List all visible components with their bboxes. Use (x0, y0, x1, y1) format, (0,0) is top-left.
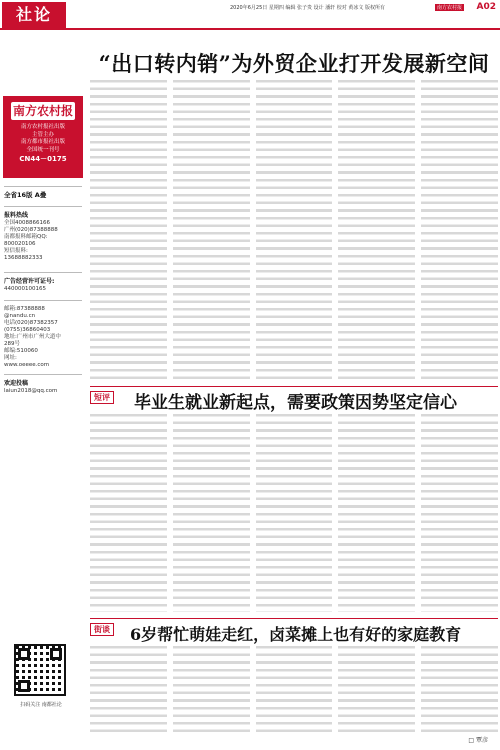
website-link[interactable]: www.oeeee.com (4, 362, 50, 368)
text-column (173, 80, 250, 380)
ad-license-number: 440000100165 (4, 286, 46, 292)
submission-block (4, 380, 84, 395)
article-title: 6岁帮忙萌娃走红，卤菜摊上也有好的家庭教育 (130, 625, 462, 644)
publisher-line: 南方农村报社出版 (20, 124, 65, 130)
text-column (421, 80, 498, 380)
contact-line: 289号 (4, 341, 20, 347)
section-band (90, 386, 498, 413)
page-number: A02 (476, 2, 496, 12)
qr-finder (50, 648, 62, 660)
issn-label: 全国统一刊号 (26, 146, 60, 153)
article-body (90, 80, 498, 380)
article-tag: 街谈 (90, 623, 114, 636)
ad-license-block (4, 278, 84, 293)
contact-line: 邮编:510060 (4, 348, 38, 354)
contact-line: 网址: (4, 355, 17, 361)
text-column (421, 646, 498, 736)
article-body (90, 414, 498, 612)
article-tag: 短评 (90, 391, 114, 404)
contact-line: 地址:广州市广州大道中 (4, 334, 61, 340)
contact-line: 电话(020)87382357 (4, 320, 58, 326)
edition-tag: 南方农村报 (436, 5, 462, 11)
page-header (0, 0, 500, 30)
text-column (338, 414, 415, 612)
submission-title: 欢迎投稿 (4, 380, 29, 387)
text-column (173, 646, 250, 736)
text-column (90, 414, 167, 612)
divider (4, 300, 82, 301)
hotline-line: 短信报料: (4, 248, 28, 254)
ad-license-title: 广告经营许可证号: (4, 278, 55, 285)
qr-code[interactable] (14, 644, 66, 696)
section-label: 社论 (2, 2, 66, 28)
author-signature: □ 覃彦 (468, 737, 488, 744)
hotline-line: 南都报料邮箱QQ: (4, 234, 48, 240)
hotline-line: 全国4008866166 (4, 220, 50, 226)
qr-finder (18, 648, 30, 660)
submission-email[interactable]: laiun2018@qq.com (4, 388, 58, 394)
qr-finder (18, 680, 30, 692)
edition-count: 全省16版 A叠 (4, 191, 47, 199)
header-meta: 2020年6月25日 星期四 编辑 张子贵 设计 潘轩 校对 黄冰文 版权所有 (230, 5, 385, 11)
hotline-block (4, 212, 84, 262)
editor-line: 主管主办 (31, 131, 54, 138)
text-column (338, 646, 415, 736)
article-title: “出口转内销”为外贸企业打开发展新空间 (98, 51, 490, 76)
text-column (256, 80, 333, 380)
hotline-line: 13688882333 (4, 255, 43, 261)
text-column (90, 646, 167, 736)
divider (4, 272, 82, 273)
text-column (90, 80, 167, 380)
contact-line: @nandu.cn (4, 313, 36, 319)
hotline-line: 广州(020)87388888 (4, 227, 58, 233)
contact-line: 邮箱:87388888 (4, 306, 45, 312)
left-column (0, 34, 86, 750)
article-body (90, 646, 498, 736)
divider (4, 206, 82, 207)
section-band (90, 618, 498, 644)
article-title: 毕业生就业新起点，需要政策因势坚定信心 (134, 393, 457, 413)
masthead-logo: 南方农村报 (12, 104, 73, 118)
divider (4, 374, 82, 375)
hotline-line: 800020106 (4, 241, 36, 247)
divider (4, 186, 82, 187)
main-content (90, 34, 498, 750)
cn-number: CN44－0175 (19, 155, 67, 163)
text-column (173, 414, 250, 612)
text-column (256, 646, 333, 736)
text-column (256, 414, 333, 612)
hotline-title: 报料热线 (4, 212, 29, 219)
masthead (3, 96, 83, 178)
text-column (338, 80, 415, 380)
contact-block (4, 306, 84, 369)
contact-line: (0755)36860403 (4, 327, 51, 333)
text-column (421, 414, 498, 612)
qr-caption: 扫码关注 南都社论 (20, 702, 62, 708)
publisher-line-2: 南方都市报社出版 (20, 139, 65, 145)
